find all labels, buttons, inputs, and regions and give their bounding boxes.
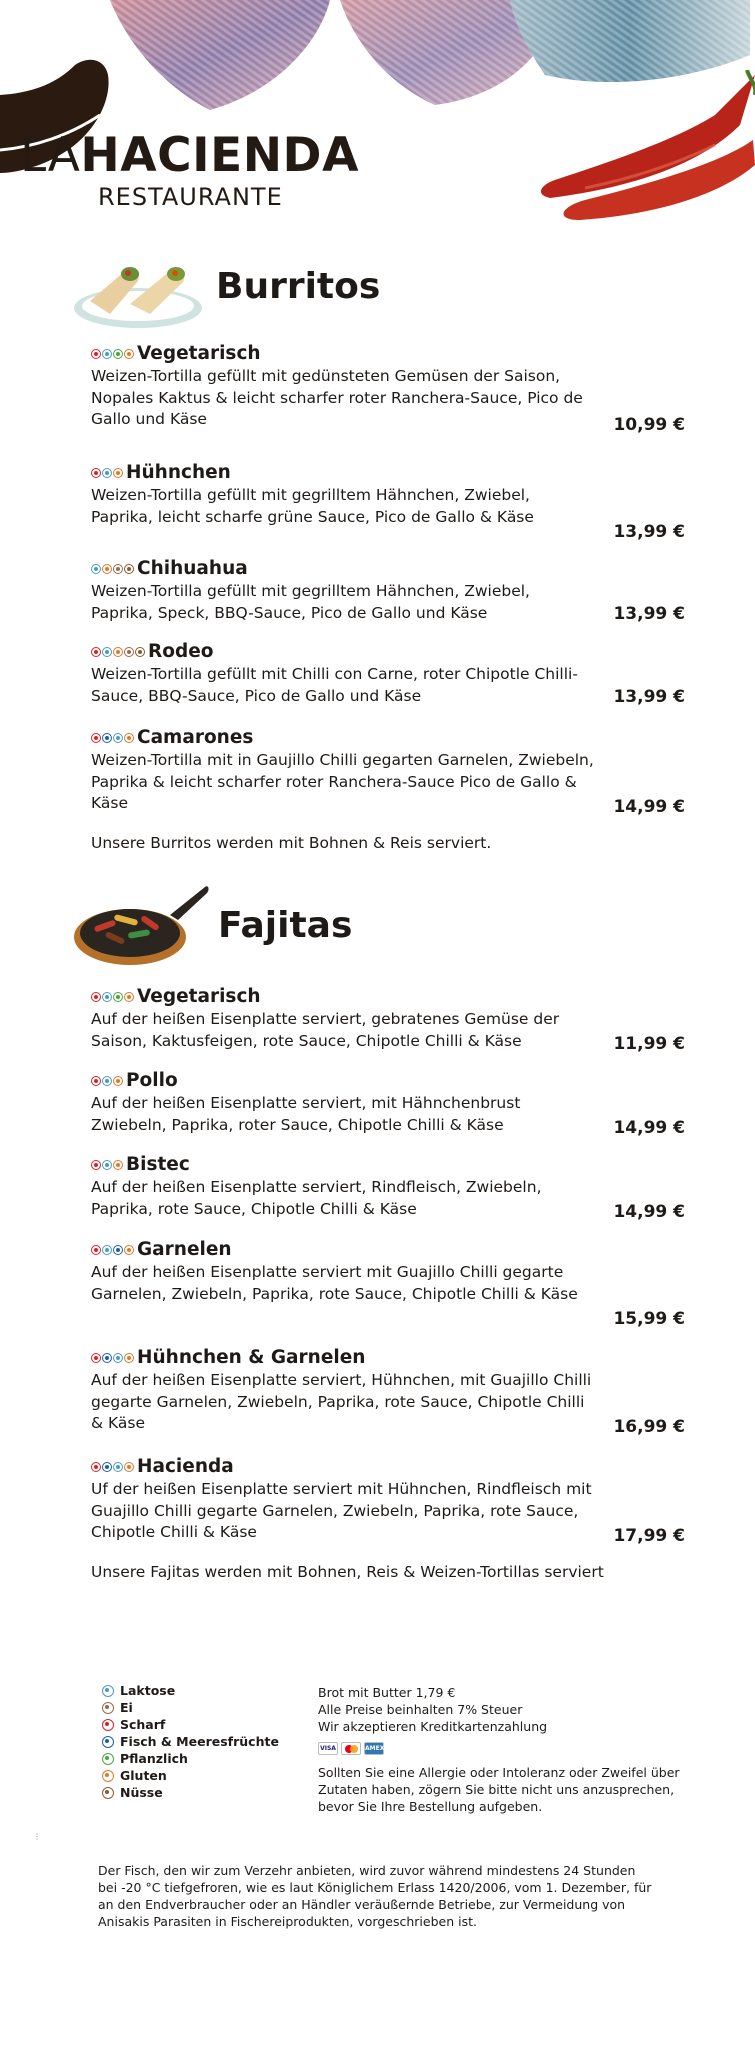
pflanzlich-icon: [113, 992, 123, 1002]
gluten-icon: [102, 564, 112, 574]
menu-item: [91, 986, 691, 1052]
fisch-icon: [102, 1736, 114, 1748]
item-price: 13,99 €: [613, 522, 685, 542]
logo-la: LA: [20, 128, 81, 183]
item-price: 15,99 €: [613, 1309, 685, 1329]
allergen-icons: [91, 1353, 134, 1363]
ei-icon: [124, 647, 134, 657]
item-description: Auf der heißen Eisenplatte serviert, Rindfleisch, Zwiebeln, Paprika, rote Sauce, Chipotle Chilli & Käse: [91, 1178, 542, 1218]
legend-item: [102, 1750, 279, 1767]
item-price: 14,99 €: [613, 1202, 685, 1222]
legend-label: Pflanzlich: [120, 1751, 188, 1766]
gluten-icon: [113, 1076, 123, 1086]
nuesse-icon: [102, 1787, 114, 1799]
fajitas-section-header: [70, 875, 352, 975]
logo-title: [20, 128, 359, 183]
item-title: Garnelen: [137, 1239, 232, 1260]
laktose-icon: [102, 349, 112, 359]
item-price: 17,99 €: [613, 1526, 685, 1546]
item-name-row: [91, 343, 691, 365]
item-description: Auf der heißen Eisenplatte serviert, gebratenes Gemüse der Saison, Kaktusfeigen, rote Sauce, Chipotle Chilli & Käse: [91, 1010, 560, 1050]
item-description: Auf der heißen Eisenplatte serviert, Hühnchen, mit Guajillo Chilli gegarte Garnelen, Zwiebeln, Paprika, rote Sauce, Chipotle Chilli & Käse: [91, 1371, 592, 1432]
item-name-row: [91, 1154, 691, 1176]
item-title: Hühnchen & Garnelen: [137, 1347, 366, 1368]
legend-label: Scharf: [120, 1717, 166, 1732]
fajitas-title: Fajitas: [218, 904, 353, 946]
scharf-icon: [91, 992, 101, 1002]
gluten-icon: [124, 1353, 134, 1363]
item-title: Camarones: [137, 727, 254, 748]
gluten-icon: [113, 647, 123, 657]
item-description: Auf der heißen Eisenplatte serviert, mit Hähnchenbrust Zwiebeln, Paprika, roter Sauce, Chipotle Chilli & Käse: [91, 1094, 521, 1134]
burritos-section-header: [70, 246, 380, 336]
item-name-row: [91, 1239, 691, 1261]
gluten-icon: [124, 349, 134, 359]
item-name-row: [91, 1456, 691, 1478]
gluten-icon: [124, 1462, 134, 1472]
legend-item: [102, 1682, 279, 1699]
laktose-icon: [102, 1245, 112, 1255]
scharf-icon: [91, 1076, 101, 1086]
gluten-icon: [124, 1245, 134, 1255]
fisch-icon: [102, 1353, 112, 1363]
allergen-icons: [91, 647, 145, 657]
scharf-icon: [91, 1160, 101, 1170]
nuesse-icon: [135, 647, 145, 657]
margin-mark: ⋮: [33, 1832, 41, 1841]
laktose-icon: [102, 1076, 112, 1086]
fisch-icon: [113, 1245, 123, 1255]
allergen-icons: [91, 1160, 123, 1170]
item-description: Weizen-Tortilla mit in Gaujillo Chilli gegarten Garnelen, Zwiebeln, Paprika & leicht scharfer roter Ranchera-Sauce Pico de Gallo & Käse: [91, 751, 594, 812]
allergy-note: Sollten Sie eine Allergie oder Intoleranz oder Zweifel über Zutaten haben, zögern Sie bitte nicht uns anzusprechen, bevor Sie Ihre Bestellung aufgeben.: [318, 1765, 680, 1814]
nuesse-icon: [124, 564, 134, 574]
laktose-icon: [102, 647, 112, 657]
menu-item: [91, 727, 691, 815]
scharf-icon: [91, 1462, 101, 1472]
item-description: Weizen-Tortilla gefüllt mit gedünsteten Gemüsen der Saison, Nopales Kaktus & leicht scharfer roter Ranchera-Sauce, Pico de Gallo und Käse: [91, 367, 583, 428]
item-name-row: [91, 727, 691, 749]
item-title: Hühnchen: [126, 462, 231, 483]
tax-note: Alle Preise beinhalten 7% Steuer: [318, 1702, 523, 1717]
fish-freezing-note: Der Fisch, den wir zum Verzehr anbieten, wird zuvor während mindestens 24 Stunden bei -20 °C tiefgefroren, wie es laut Königlichem Erlass 1420/2006, vom 1. Dezember, für an den Endverbraucher oder an Händler veräußernde Betriebe, zur Vermeidung von Anisakis Parasiten in Fischereiprodukten, vorgeschrieben ist.: [98, 1863, 652, 1929]
item-title: Vegetarisch: [137, 986, 261, 1007]
item-price: 14,99 €: [613, 797, 685, 817]
chili-peppers-decoration: [525, 70, 755, 230]
gluten-icon: [113, 1160, 123, 1170]
bread-price: Brot mit Butter 1,79 €: [318, 1685, 456, 1700]
logo-subtitle: RESTAURANTE: [98, 183, 283, 211]
legend-label: Nüsse: [120, 1785, 163, 1800]
menu-item: [91, 343, 691, 435]
laktose-icon: [102, 468, 112, 478]
info-block: [318, 1684, 708, 1815]
item-title: Rodeo: [148, 641, 214, 662]
gluten-icon: [124, 733, 134, 743]
scharf-icon: [91, 349, 101, 359]
item-description: Weizen-Tortilla gefüllt mit Chilli con Carne, roter Chipotle Chilli-Sauce, BBQ-Sauce, Pico de Gallo und Käse: [91, 665, 578, 705]
allergen-icons: [91, 468, 123, 478]
item-description: Weizen-Tortilla gefüllt mit gegrilltem Hähnchen, Zwiebel, Paprika, leicht scharfe grüne Sauce, Pico de Gallo & Käse: [91, 486, 534, 526]
card-note: Wir akzeptieren Kreditkartenzahlung: [318, 1719, 548, 1734]
scharf-icon: [91, 468, 101, 478]
menu-item: [91, 1070, 691, 1136]
menu-item: [91, 558, 691, 624]
item-description: Auf der heißen Eisenplatte serviert mit Guajillo Chilli gegarte Garnelen, Zwiebeln, Paprika, rote Sauce, Chipotle Chilli & Käse: [91, 1263, 578, 1303]
visa-card-icon: VISA: [318, 1742, 338, 1755]
allergen-icons: [91, 1245, 134, 1255]
allergen-icons: [91, 1462, 134, 1472]
menu-item: [91, 1154, 691, 1220]
allergen-icons: [91, 733, 134, 743]
item-price: 13,99 €: [613, 604, 685, 624]
item-name-row: [91, 641, 691, 663]
laktose-icon: [113, 1462, 123, 1472]
legend-label: Laktose: [120, 1683, 176, 1698]
payment-cards: [318, 1742, 708, 1755]
scharf-icon: [91, 647, 101, 657]
legend-label: Ei: [120, 1700, 133, 1715]
mastercard-icon: [341, 1742, 361, 1755]
allergen-icons: [91, 1076, 123, 1086]
menu-item: [91, 462, 691, 542]
legend-item: [102, 1767, 279, 1784]
item-name-row: [91, 1070, 691, 1092]
burrito-plate-icon: [70, 246, 210, 336]
pflanzlich-icon: [113, 349, 123, 359]
item-name-row: [91, 462, 691, 484]
burritos-title: Burritos: [216, 265, 381, 307]
fisch-icon: [102, 1462, 112, 1472]
item-description: Uf der heißen Eisenplatte serviert mit Hühnchen, Rindfleisch mit Guajillo Chilli gegarte Garnelen, Zwiebeln, Paprika, rote Sauce, Chipotle Chilli & Käse: [91, 1480, 592, 1541]
item-title: Bistec: [126, 1154, 190, 1175]
laktose-icon: [102, 1685, 114, 1697]
menu-item: [91, 1456, 691, 1544]
scharf-icon: [91, 1245, 101, 1255]
allergen-icons: [91, 564, 134, 574]
item-price: 11,99 €: [613, 1034, 685, 1054]
item-price: 13,99 €: [613, 687, 685, 707]
legend-item: [102, 1716, 279, 1733]
gluten-icon: [124, 992, 134, 1002]
gluten-icon: [102, 1770, 114, 1782]
scharf-icon: [91, 1353, 101, 1363]
legend-item: [102, 1784, 279, 1801]
logo-hacienda: HACIENDA: [80, 128, 359, 183]
item-name-row: [91, 558, 691, 580]
pflanzlich-icon: [102, 1753, 114, 1765]
scharf-icon: [102, 1719, 114, 1731]
legend-label: Gluten: [120, 1768, 167, 1783]
restaurant-logo: [20, 128, 359, 211]
item-title: Chihuahua: [137, 558, 248, 579]
laktose-icon: [102, 992, 112, 1002]
legend-label: Fisch & Meeresfrüchte: [120, 1734, 279, 1749]
legend-item: [102, 1733, 279, 1750]
item-name-row: [91, 986, 691, 1008]
item-price: 10,99 €: [613, 415, 685, 435]
amex-card-icon: AMEX: [364, 1742, 384, 1755]
item-title: Pollo: [126, 1070, 178, 1091]
laktose-icon: [113, 1353, 123, 1363]
item-description: Weizen-Tortilla gefüllt mit gegrilltem Hähnchen, Zwiebel, Paprika, Speck, BBQ-Sauce, Pico de Gallo und Käse: [91, 582, 530, 622]
laktose-icon: [91, 564, 101, 574]
ei-icon: [113, 564, 123, 574]
fisch-icon: [102, 733, 112, 743]
legend-item: [102, 1699, 279, 1716]
item-name-row: [91, 1347, 691, 1369]
fajita-skillet-icon: [70, 875, 210, 975]
ei-icon: [102, 1702, 114, 1714]
item-price: 14,99 €: [613, 1118, 685, 1138]
item-price: 16,99 €: [613, 1417, 685, 1437]
burritos-note: Unsere Burritos werden mit Bohnen & Reis serviert.: [91, 834, 492, 852]
allergen-icons: [91, 992, 134, 1002]
gluten-icon: [113, 468, 123, 478]
laktose-icon: [113, 733, 123, 743]
fajitas-note: Unsere Fajitas werden mit Bohnen, Reis & Weizen-Tortillas serviert: [91, 1563, 604, 1581]
menu-item: [91, 641, 691, 707]
allergen-icons: [91, 349, 134, 359]
menu-item: [91, 1239, 691, 1329]
allergen-legend: [102, 1682, 279, 1801]
item-title: Hacienda: [137, 1456, 234, 1477]
menu-item: [91, 1347, 691, 1435]
scharf-icon: [91, 733, 101, 743]
laktose-icon: [102, 1160, 112, 1170]
item-title: Vegetarisch: [137, 343, 261, 364]
